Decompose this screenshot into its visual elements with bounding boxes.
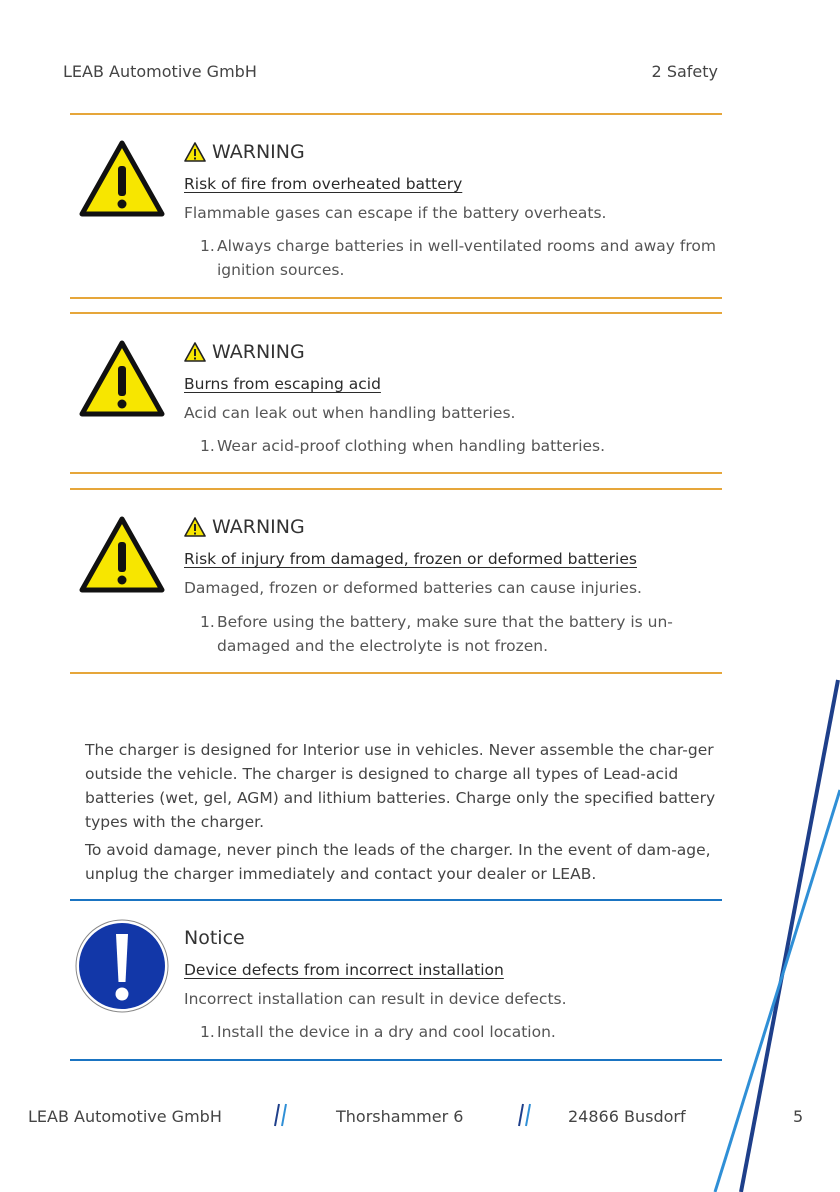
warning-title: Risk of injury from damaged, frozen or deformed batteries <box>184 550 637 568</box>
page-number: 5 <box>793 1107 804 1126</box>
warning-bottom-rule <box>70 672 722 674</box>
notice-description: Incorrect installation can result in device defects. <box>184 990 567 1008</box>
warning-level: WARNING <box>212 516 305 538</box>
header-section: 2 Safety <box>651 62 718 81</box>
warning-box-1 <box>70 113 722 300</box>
notice-box <box>70 899 722 1063</box>
double-slash-icon <box>516 1102 534 1128</box>
step-number: 1. <box>200 1023 215 1041</box>
footer-company: LEAB Automotive GmbH <box>28 1107 222 1126</box>
step-number: 1. <box>200 237 215 255</box>
warning-level: WARNING <box>212 141 305 163</box>
double-slash-icon <box>272 1102 290 1128</box>
warning-description: Acid can leak out when handling batteries. <box>184 404 516 422</box>
warning-small-icon <box>184 517 206 537</box>
instruction-step <box>200 234 720 282</box>
instruction-step <box>200 434 720 458</box>
header-company: LEAB Automotive GmbH <box>63 62 257 81</box>
warning-top-rule <box>70 312 722 314</box>
notice-bottom-rule <box>70 1059 722 1061</box>
warning-box-2 <box>70 312 722 476</box>
warning-description: Flammable gases can escape if the battery overheats. <box>184 204 607 222</box>
warning-top-rule <box>70 113 722 115</box>
warning-bottom-rule <box>70 472 722 474</box>
warning-small-icon <box>184 342 206 362</box>
warning-small-icon <box>184 142 206 162</box>
notice-top-rule <box>70 899 722 901</box>
warning-triangle-icon <box>79 140 165 217</box>
warning-box-3 <box>70 488 722 676</box>
body-paragraph: The charger is designed for Interior use in vehicles. Never assemble the char-ger outside the vehicle. The charger is designed to charge all types of Lead-acid batteries (wet, gel, AGM) and lithium batteries. Charge only the specified battery types with the charger. <box>85 741 716 831</box>
warning-description: Damaged, frozen or deformed batteries can cause injuries. <box>184 579 642 597</box>
footer-city: 24866 Busdorf <box>568 1107 686 1126</box>
step-number: 1. <box>200 437 215 455</box>
notice-level: Notice <box>184 927 245 949</box>
body-paragraph: To avoid damage, never pinch the leads of the charger. In the event of dam-age, unplug the charger immediately and contact your dealer or LEAB. <box>85 841 711 883</box>
warning-bottom-rule <box>70 297 722 299</box>
warning-level: WARNING <box>212 341 305 363</box>
warning-triangle-icon <box>79 340 165 417</box>
step-text: Wear acid-proof clothing when handling batteries. <box>217 437 606 455</box>
warning-triangle-icon <box>79 516 165 593</box>
step-text: Before using the battery, make sure that the battery is un-damaged and the electrolyte is not frozen. <box>217 613 673 655</box>
notice-exclamation-icon <box>74 918 170 1014</box>
instruction-step <box>200 610 720 658</box>
step-number: 1. <box>200 613 215 631</box>
instruction-step <box>200 1020 720 1044</box>
warning-title: Risk of fire from overheated battery <box>184 175 463 193</box>
step-text: Always charge batteries in well-ventilated rooms and away from ignition sources. <box>217 237 716 279</box>
warning-top-rule <box>70 488 722 490</box>
warning-title: Burns from escaping acid <box>184 375 381 393</box>
step-text: Install the device in a dry and cool location. <box>217 1023 556 1041</box>
footer-street: Thorshammer 6 <box>336 1107 464 1126</box>
notice-title: Device defects from incorrect installation <box>184 961 504 979</box>
